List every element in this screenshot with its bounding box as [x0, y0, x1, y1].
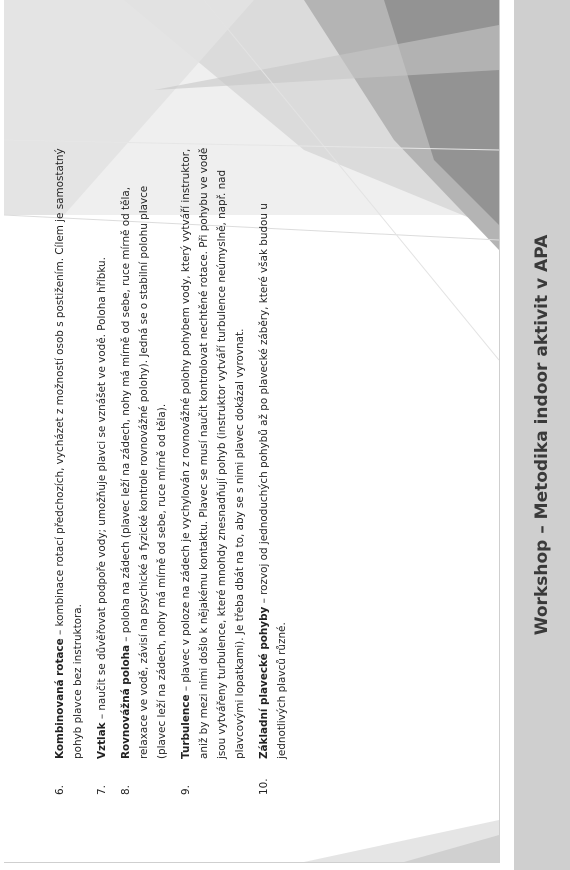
- item-number: 8.: [120, 785, 132, 795]
- item-description: – poloha na zádech (plavec leží na zádech, nohy má mírně od sebe, ruce mírně od těla, relaxace ve vodě, závisí na psychické a fyzické kontrole rovnovážné polohy). Jedná se o stabilní polohu plavce (plavec leží na zádech, nohy má mírně od sebe, ruce mírně od těla).: [120, 185, 168, 759]
- item-term: Vztlak: [96, 722, 108, 759]
- item-description: – naučit se důvěřovat podpoře vody; umožňuje plavci se vznášet ve vodě. Poloha hříbku.: [96, 257, 108, 723]
- list-item: [51, 145, 87, 795]
- item-text: [177, 145, 249, 759]
- item-description: – rozvoj od jednoduchých pohybů až po plavecké záběry, které však budou u jednotlivých plavců různé.: [258, 203, 288, 759]
- item-description: – plavec v poloze na zádech je vychylován z rovnovážné polohy pohybem vody, který vytváří instruktor, aniž by mezi nimi došlo k nějakému kontaktu. Plavec se musí naučit kontrolovat nechtěné rotace. Při pohybu ve vodě jsou vytvářeny turbulence, které mnohdy znesnadňují pohyb (instruktor vytváří turbulence neúmyslně, např. nad plavcovými lopatkami). Je třeba dbát na to, aby se s nimi plavec dokázal vyrovnat.: [180, 147, 246, 759]
- list-item: [117, 145, 171, 795]
- item-number: 7.: [96, 785, 108, 795]
- list-item: [177, 145, 249, 795]
- workshop-title: Workshop – Metodika indoor aktivit v APA: [532, 234, 552, 636]
- item-description: – kombinace rotací předchozích, vycházet z možností osob s postižením. Cílem je samostatný pohyb plavce bez instruktora.: [54, 148, 84, 759]
- item-term: Kombinovaná rotace: [54, 638, 66, 759]
- item-term: Základní plavecké pohyby: [258, 606, 270, 759]
- numbered-list: [51, 145, 481, 795]
- list-item: [255, 145, 291, 795]
- list-item: [93, 145, 111, 795]
- item-text: [117, 145, 171, 759]
- sidebar-banner: [514, 0, 570, 870]
- item-text: [255, 145, 291, 759]
- item-number: 6.: [54, 785, 66, 795]
- item-term: Rovnovážná poloha: [120, 645, 132, 759]
- item-text: [51, 145, 87, 759]
- item-text: [93, 145, 111, 759]
- item-number: 9.: [180, 785, 192, 795]
- item-term: Turbulence: [180, 694, 192, 759]
- slide: [4, 0, 500, 863]
- item-number: 10.: [258, 778, 270, 795]
